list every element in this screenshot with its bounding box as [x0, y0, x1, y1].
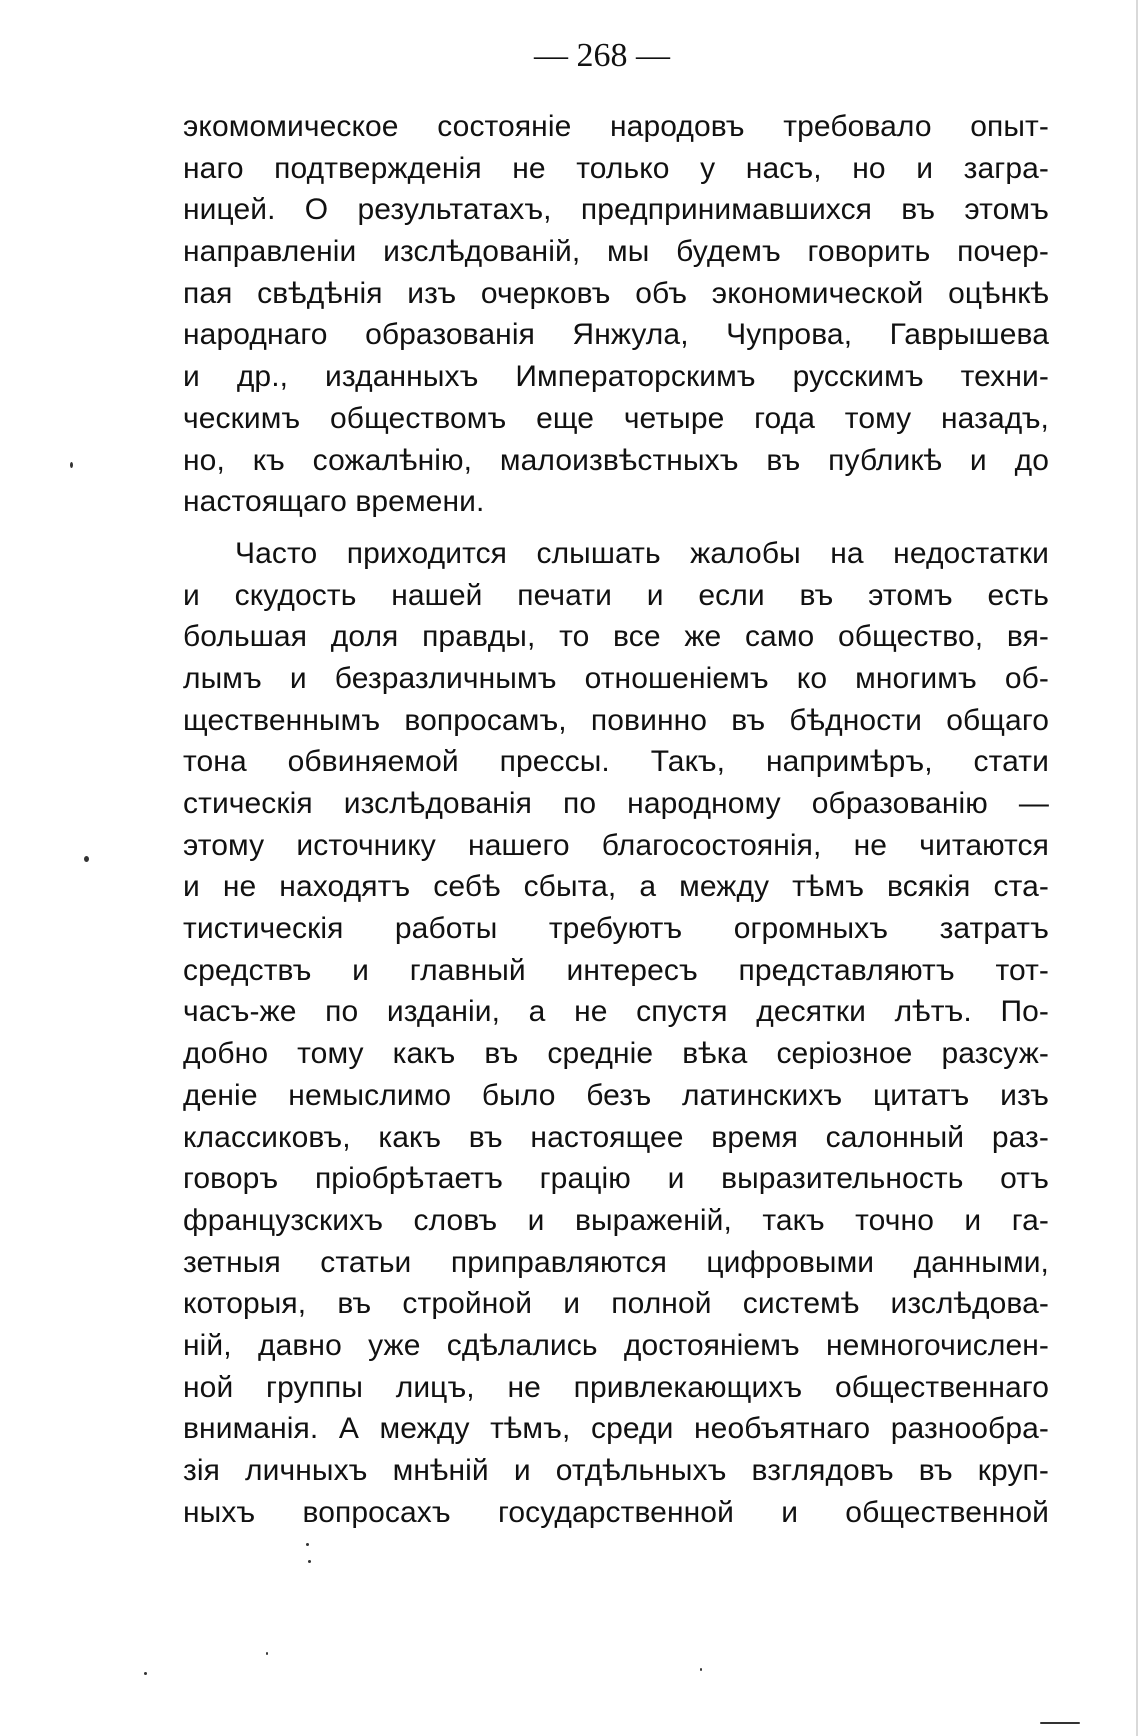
text-line: которыя, въ стройной и полной системѣ изслѣдова- — [183, 1287, 1049, 1321]
text-line: тона обвиняемой прессы. Такъ, напримѣръ, стати — [183, 745, 1049, 779]
text-line: экомомическое состоянiе народовъ требовало опыт- — [183, 110, 1049, 143]
text-line: тистическiя работы требуютъ огромныхъ затратъ — [183, 912, 1049, 946]
text-line: и не находятъ себѣ сбыта, а между тѣмъ всякiя ста- — [183, 870, 1049, 904]
text-line: классиковъ, какъ въ настоящее время салонный раз- — [183, 1120, 1049, 1154]
text-line: ческимъ обществомъ еще четыре года тому назадъ, — [183, 401, 1049, 435]
text-line: говоръ прiобрѣтаетъ грацiю и выразительность отъ — [183, 1162, 1049, 1196]
text-line: стическiя изслѣдованiя по народному образованiю — — [183, 787, 1049, 820]
text-line: пая свѣдѣнiя изъ очерковъ объ экономической оцѣнкѣ — [183, 276, 1049, 310]
text-line: народнаго образованiя Янжула, Чупрова, Гаврышева — [183, 318, 1049, 352]
text-line: зiя личныхъ мнѣнiй и отдѣльныхъ взглядовъ въ круп- — [183, 1454, 1049, 1487]
scan-speck — [84, 856, 89, 862]
text-line: щественнымъ вопросамъ, повинно въ бѣдности общаго — [183, 703, 1049, 737]
scan-speck — [1040, 1722, 1080, 1724]
text-line: ницей. О результатахъ, предпринимавшихся въ этомъ — [183, 193, 1049, 227]
text-line: ной группы лицъ, не привлекающихъ общественнаго — [183, 1370, 1049, 1404]
scan-speck — [306, 1543, 309, 1546]
text-line: наго подтвержденiя не только у насъ, но и загра- — [183, 151, 1049, 185]
page-number: — 268 — — [534, 37, 670, 74]
text-line: и др., изданныхъ Императорскимъ русскимъ техни- — [183, 360, 1049, 394]
text-line: вниманiя. А между тѣмъ, среди необъятнаго разнообра- — [183, 1412, 1049, 1446]
page-edge-shadow — [1136, 0, 1138, 1736]
text-line: и скудость нашей печати и если въ этомъ есть — [183, 578, 1049, 612]
text-line: большая доля правды, то все же само общество, вя- — [183, 620, 1049, 654]
scan-speck — [308, 1560, 311, 1563]
text-line: ныхъ вопросахъ государственной и общественной — [183, 1495, 1049, 1529]
text-line: денiе немыслимо было безъ латинскихъ цитатъ изъ — [183, 1078, 1049, 1112]
text-line: настоящаго времени. — [183, 485, 485, 519]
body-text — [183, 106, 1049, 1533]
text-line: этому источнику нашего благосостоянiя, не читаются — [183, 828, 1049, 862]
text-line: направленiи изслѣдованiй, мы будемъ говорить почер- — [183, 235, 1049, 269]
scan-speck — [144, 1672, 147, 1675]
text-line: часъ-же по изданiи, а не спустя десятки лѣтъ. По- — [183, 995, 1049, 1029]
text-line: лымъ и безразличнымъ отношенiемъ ко многимъ об- — [183, 661, 1049, 695]
text-line: добно тому какъ въ среднiе вѣка серiозное разсуж- — [183, 1037, 1049, 1071]
scan-speck — [70, 462, 73, 468]
paragraph-2 — [183, 533, 1049, 1534]
scan-speck — [266, 1652, 268, 1655]
text-line: зетныя статьи приправляются цифровыми данными, — [183, 1245, 1049, 1279]
text-line: средствъ и главный интересъ представляютъ тот- — [183, 953, 1049, 987]
paragraph-1 — [183, 106, 1049, 523]
text-line: Часто приходится слышать жалобы на недостатки — [235, 536, 1049, 570]
text-line: но, къ сожалѣнiю, малоизвѣстныхъ въ публикѣ и до — [183, 443, 1049, 477]
text-line: нiй, давно уже сдѣлались достоянiемъ немногочислен- — [183, 1328, 1049, 1362]
scan-speck — [700, 1668, 702, 1671]
text-line: французскихъ словъ и выраженiй, такъ точно и га- — [183, 1203, 1049, 1237]
